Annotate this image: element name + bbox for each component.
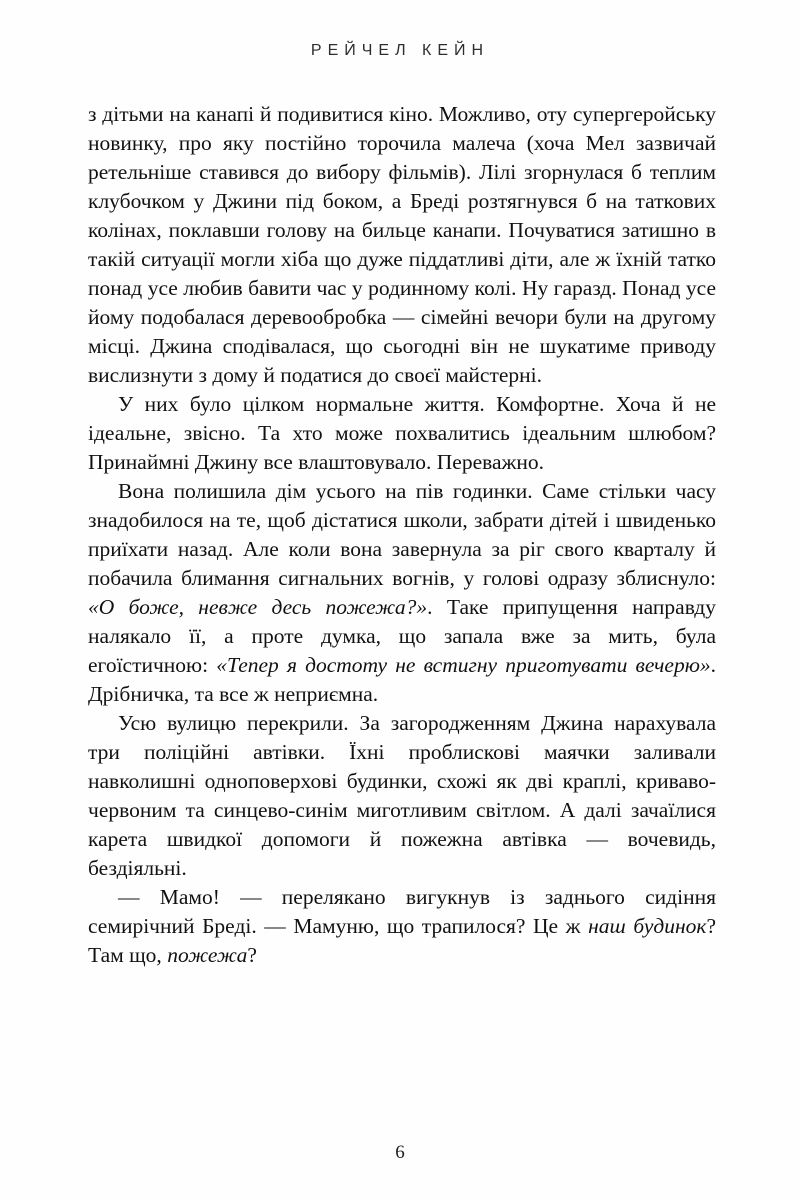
text-segment: з дітьми на канапі й подивитися кіно. Можливо, оту супергеройську новинку, про яку постійно торочила малеча (хоча Мел зазвичай ретельніше ставився до вибору фільмів). Лілі згорнулася б теплим клубочком у Джини під боком, а Бреді розтягнувся б на таткових колінах, поклавши голову на бильце канапи. Почуватися затишно в такій ситуації могли хіба що дуже піддатливі діти, але ж їхній татко понад усе любив бавити час у родинному колі. Ну гаразд. Понад усе йому подобалася деревообробка — сімейні вечори були на другому місці. Джина сподівалася, що сьогодні він не шукатиме приводу вислизнути з дому й податися до своєї майстерні.: [88, 102, 716, 387]
italic-text-segment: наш будинок: [588, 914, 707, 938]
paragraph: [88, 100, 716, 390]
italic-text-segment: «Тепер я достоту не встигну приготувати вечерю»: [216, 653, 711, 677]
body-text: [88, 100, 716, 970]
paragraph: [88, 883, 716, 970]
paragraph: [88, 477, 716, 709]
italic-text-segment: пожежа: [167, 943, 248, 967]
text-segment: . Дрібничка, та все ж неприємна.: [88, 653, 716, 706]
page-number: 6: [395, 1142, 405, 1163]
text-segment: . Таке припущення направду налякало її, а проте думка, що запала вже за мить, була егоїстичною:: [88, 595, 716, 677]
text-segment: — Мамо! — перелякано вигукнув із заднього сидіння семирічний Бреді. — Мамуню, що трапилося? Це ж: [88, 885, 716, 938]
running-header: РЕЙЧЕЛ КЕЙН: [310, 42, 490, 59]
text-segment: ?: [247, 943, 257, 967]
italic-text-segment: «О боже, невже десь пожежа?»: [88, 595, 428, 619]
text-segment: Усю вулицю перекрили. За загородженням Джина нарахувала три поліційні автівки. Їхні проблискові маячки заливали навколишні одноповерхові будинки, схожі як дві краплі, криваво-червоним та синцево-синім миготливим світлом. А далі зачаїлися карета швидкої допомоги й пожежна автівка — вочевидь, бездіяльні.: [88, 711, 716, 880]
text-segment: У них було цілком нормальне життя. Комфортне. Хоча й не ідеальне, звісно. Та хто може похвалитись ідеальним шлюбом? Принаймні Джину все влаштовувало. Переважно.: [88, 392, 716, 474]
text-segment: ? Там що,: [88, 914, 716, 967]
paragraph: [88, 709, 716, 883]
paragraph: [88, 390, 716, 477]
text-segment: Вона полишила дім усього на пів годинки. Саме стільки часу знадобилося на те, щоб дістатися школи, забрати дітей і швиденько приїхати назад. Але коли вона завернула за ріг свого кварталу й побачила блимання сигнальних вогнів, у голові одразу зблиснуло:: [88, 479, 716, 590]
